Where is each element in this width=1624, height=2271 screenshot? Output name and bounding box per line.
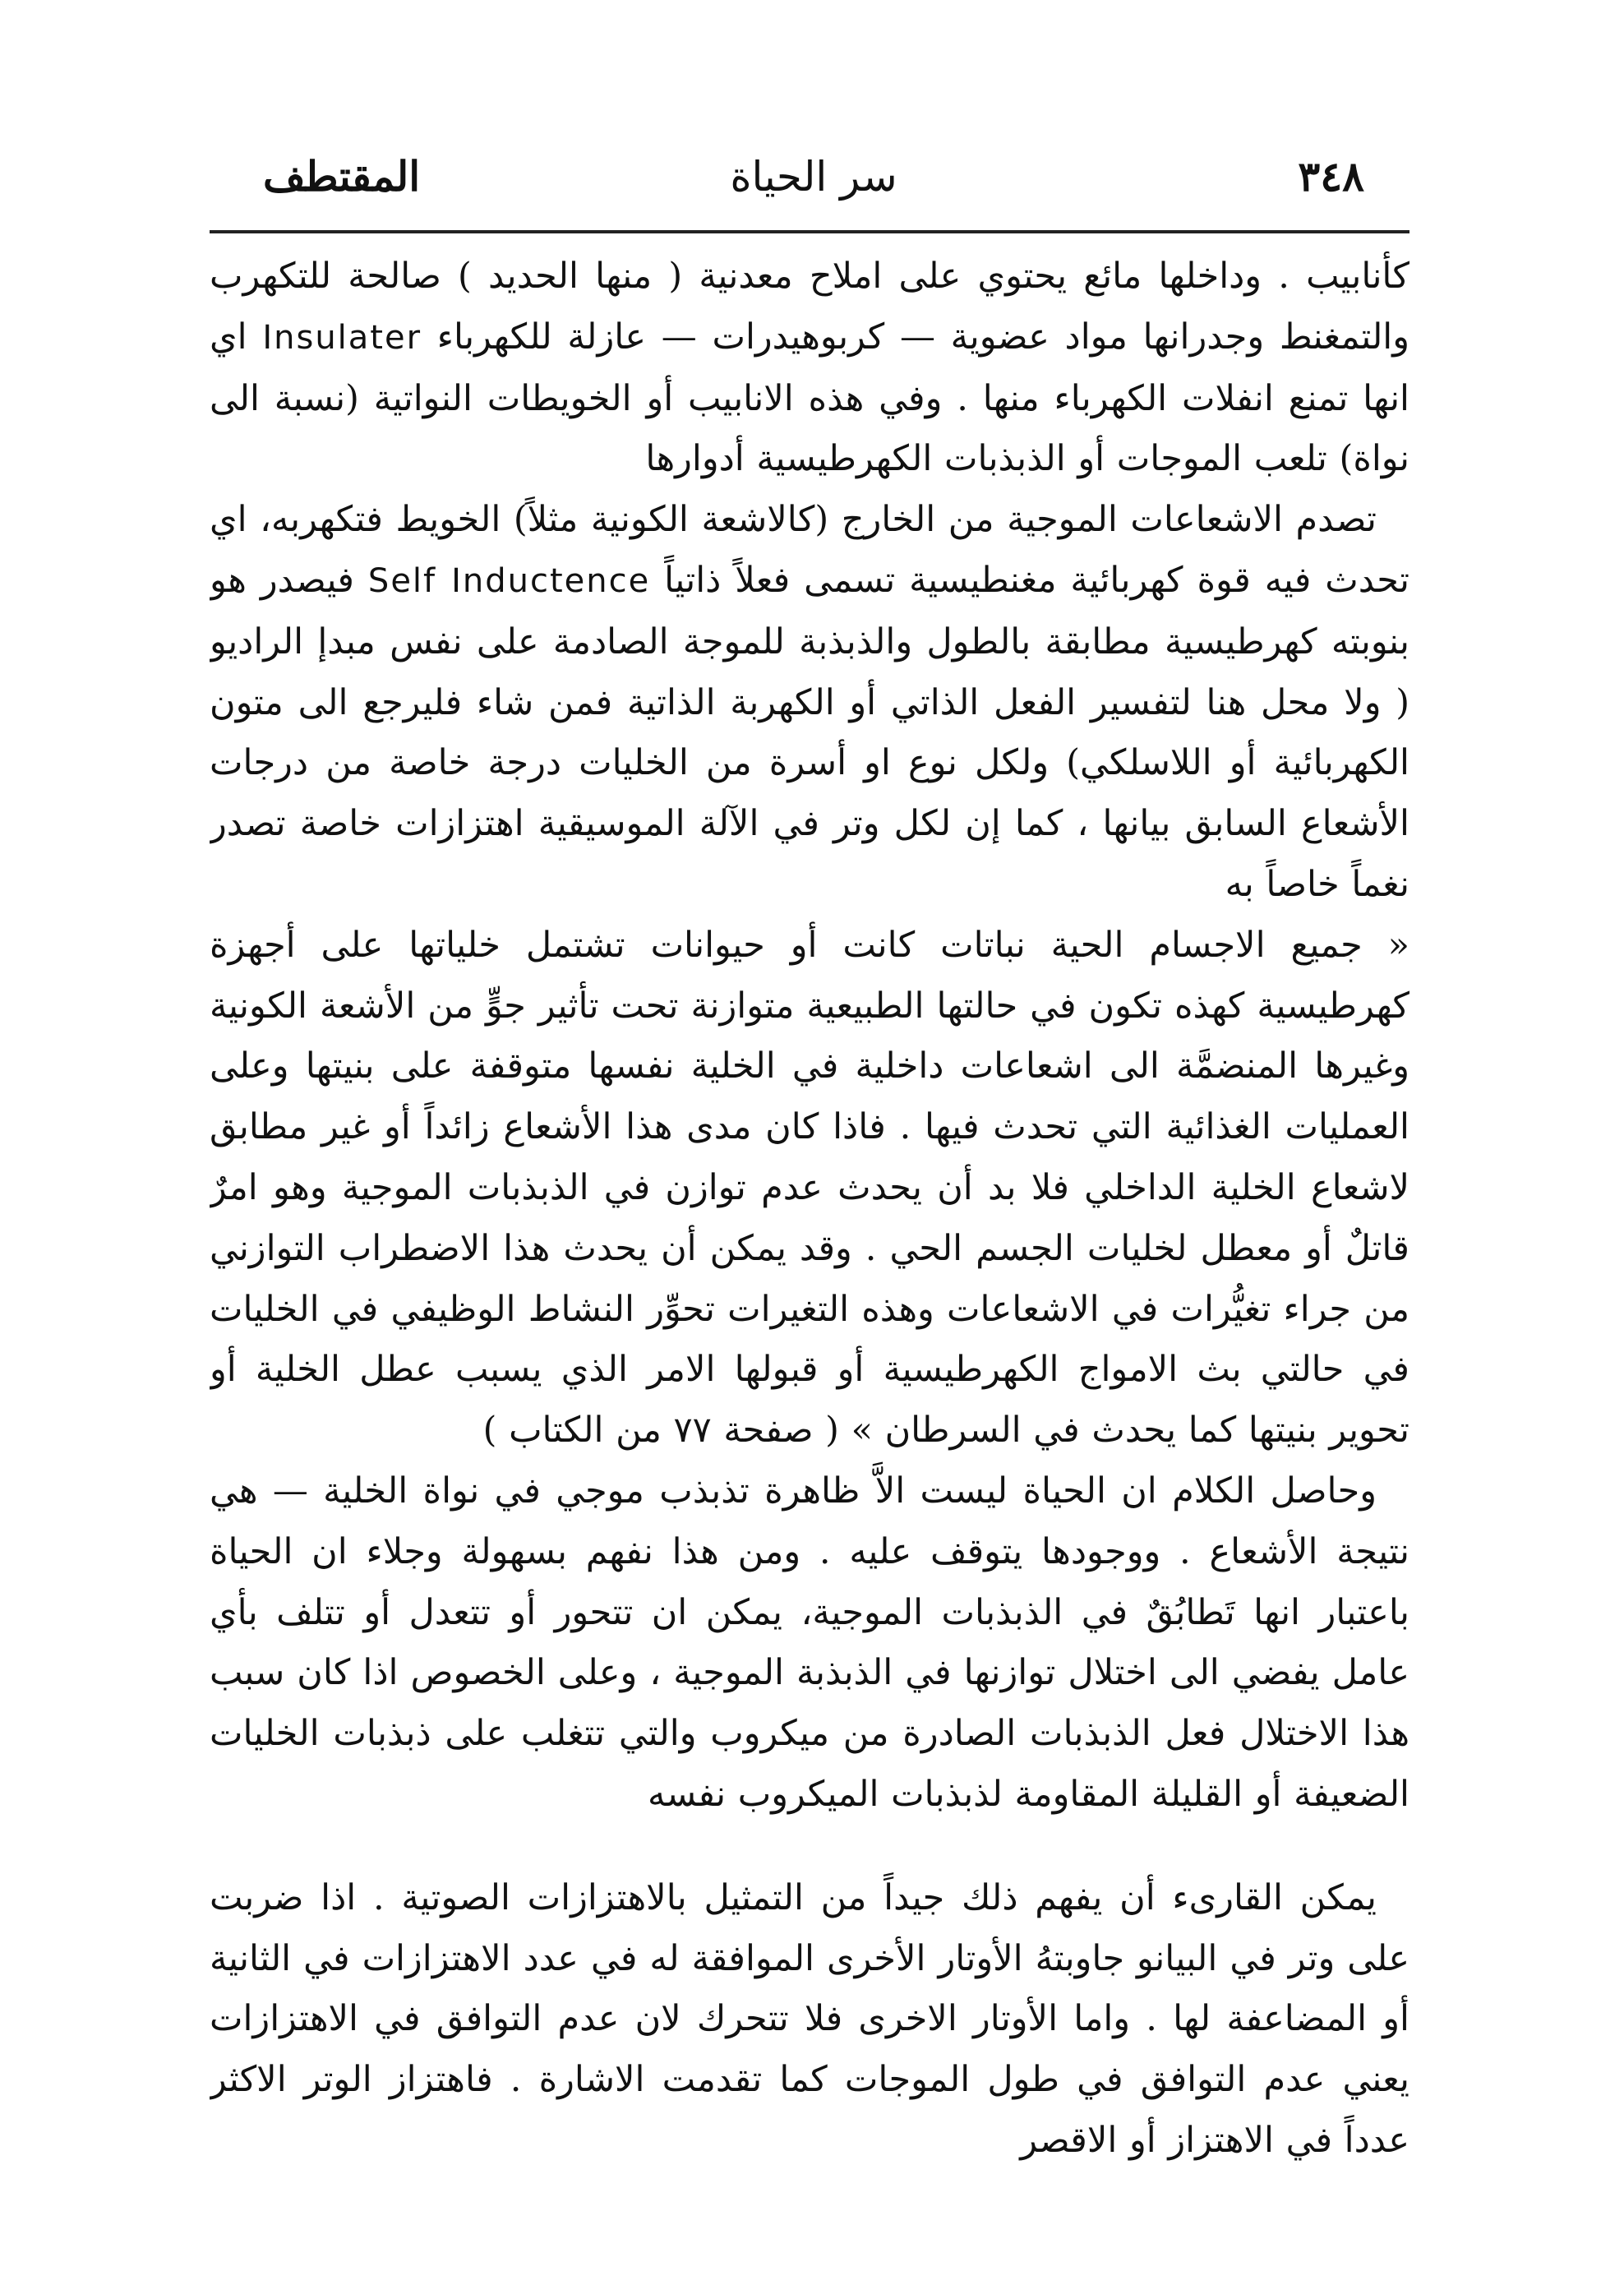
page-number: ٣٤٨ — [1298, 152, 1364, 201]
term-self-inductence: Self Inductence — [367, 561, 651, 600]
paragraph-5: يمكن القارىء أن يفهم ذلك جيداً من التمثيل بالاهتزازات الصوتية . اذا ضربت على وتر في البيانو جاوبتهُ الأوتار الأخرى الموافقة له في عدد الاهتزازات في الثانية أو المضاعفة لها . واما الأوتار الاخرى فلا تتحرك لان عدم التوافق في الاهتزازات يعني عدم التوافق في طول الموجات كما تقدمت الاشارة . فاهتزاز الوتر الاكثر عدداً في الاهتزاز أو الاقصر — [210, 1876, 1409, 2161]
body-text — [210, 247, 1409, 2203]
paragraph-2-text-b: فيصدر هو بنوبته كهرطيسية مطابقة بالطول والذبذبة للموجة الصادمة على نفس مبدإ الراديو ( ولا محل هنا لتفسير الفعل الذاتي أو الكهربة الذاتية فمن شاء فليرجع الى متون الكهربائية أو اللاسلكي) ولكل نوع او أسرة من الخليات درجة خاصة من درجات الأشعاع السابق بيانها ، كما إن لكل وتر في الآلة الموسيقية اهتزازات خاصة تصدر نغماً خاصاً به — [210, 559, 1409, 905]
header-rule — [210, 230, 1409, 233]
paragraph-4: وحاصل الكلام ان الحياة ليست الاَّ ظاهرة تذبذب موجي في نواة الخلية — هي نتيجة الأشعاع . ووجودها يتوقف عليه . ومن هذا نفهم بسهولة وجلاء ان الحياة باعتبار انها تَطابُقٌ في الذبذبات الموجية، يمكن ان تتحور أو تتعدل أو تتلف بأي عامل يفضي الى اختلال توازنها في الذبذبة الموجية ، وعلى الخصوص اذا كان سبب هذا الاختلال فعل الذبذبات الصادرة من ميكروب والتي تتغلب على ذبذبات الخليات الضعيفة أو القليلة المقاومة لذبذبات الميكروب نفسه — [210, 1470, 1409, 1815]
article-title: سر الحياة — [730, 153, 897, 201]
paragraph-1-text-a: كأنابيب . وداخلها مائع يحتوي على املاح معدنية ( منها الحديد ) صالحة للتكهرب والتمغنط وجدرانها مواد عضوية — كربوهيدرات — عازلة للكهرباء — [210, 256, 1409, 358]
paragraph-1-text-b: اي انها تمنع انفلات الكهرباء منها . وفي هذه الانابيب أو الخويطات النواتية (نسبة الى نواة) تلعب الموجات أو الذبذبات الكهرطيسية أدوارها — [210, 316, 1409, 480]
paragraph-1 — [210, 247, 1409, 490]
paragraph-2-text-a: تصدم الاشعاعات الموجية من الخارج (كالاشعة الكونية مثلاً) الخويط فتكهربه، اي تحدث فيه قوة كهربائية مغنطيسية تسمى فعلاً ذاتياً — [210, 499, 1409, 601]
paragraph-2 — [210, 490, 1409, 916]
term-insulater: Insulater — [262, 318, 422, 357]
journal-name: المقتطف — [263, 152, 421, 201]
running-header — [247, 140, 1381, 214]
paragraph-3-quote: « جميع الاجسام الحية نباتات كانت أو حيوانات تشتمل خلياتها على أجهزة كهرطيسية كهذه تكون في حالتها الطبيعية متوازنة تحت تأثير جوٍّ من الأشعة الكونية وغيرها المنضمَّة الى اشعاعات داخلية في الخلية نفسها متوقفة على بنيتها وعلى العمليات الغذائية التي تحدث فيها . فاذا كان مدى هذا الأشعاع زائداً أو غير مطابق لاشعاع الخلية الداخلي فلا بد أن يحدث عدم توازن في الذبذبات الموجية وهو امرٌ قاتلٌ أو معطل لخليات الجسم الحي . وقد يمكن أن يحدث هذا الاضطراب التوازني من جراء تغيُّرات في الاشعاعات وهذه التغيرات تحوِّر النشاط الوظيفي في الخليات في حالتي بث الامواج الكهرطيسية أو قبولها الامر الذي يسبب عطل الخلية أو تحوير بنيتها كما يحدث في السرطان » ( صفحة ٧٧ من الكتاب ) — [210, 924, 1409, 1452]
